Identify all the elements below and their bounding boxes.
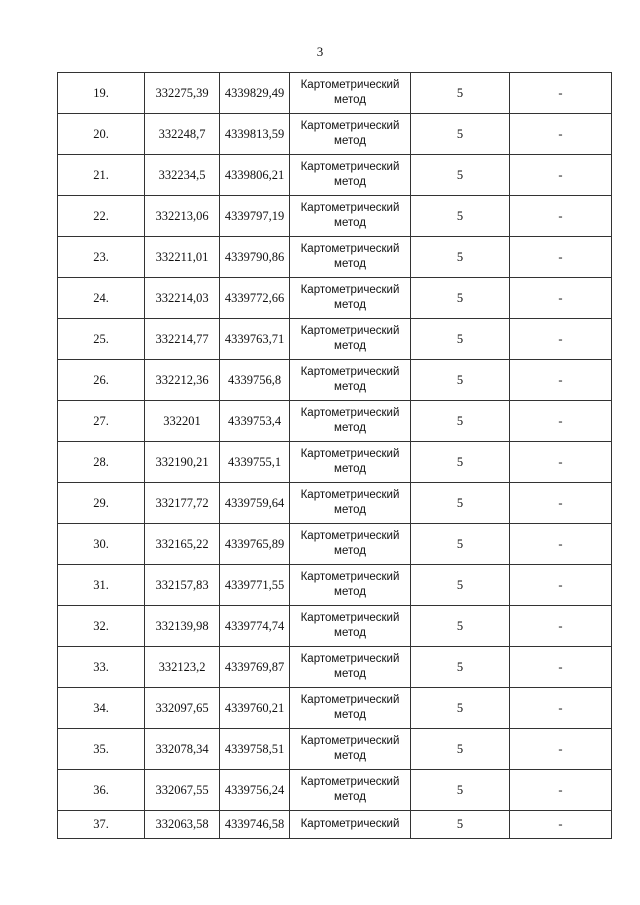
cell-x-coordinate: 332234,5 bbox=[145, 155, 220, 196]
coordinates-table-body bbox=[58, 73, 612, 839]
cell-x-coordinate: 332123,2 bbox=[145, 647, 220, 688]
cell-point-number: 30. bbox=[58, 524, 145, 565]
cell-method: Картометрический метод bbox=[290, 442, 411, 483]
cell-point-number: 32. bbox=[58, 606, 145, 647]
cell-point-number: 26. bbox=[58, 360, 145, 401]
cell-x-coordinate: 332063,58 bbox=[145, 811, 220, 839]
cell-point-number: 36. bbox=[58, 770, 145, 811]
cell-y-coordinate: 4339760,21 bbox=[220, 688, 290, 729]
cell-accuracy: 5 bbox=[411, 278, 510, 319]
cell-method: Картометрический метод bbox=[290, 73, 411, 114]
cell-point-number: 27. bbox=[58, 401, 145, 442]
cell-point-number: 35. bbox=[58, 729, 145, 770]
table-row bbox=[58, 360, 612, 401]
table-row bbox=[58, 483, 612, 524]
cell-y-coordinate: 4339746,58 bbox=[220, 811, 290, 839]
cell-note: - bbox=[510, 237, 612, 278]
table-row bbox=[58, 565, 612, 606]
cell-x-coordinate: 332067,55 bbox=[145, 770, 220, 811]
cell-note: - bbox=[510, 401, 612, 442]
cell-y-coordinate: 4339763,71 bbox=[220, 319, 290, 360]
table-row bbox=[58, 729, 612, 770]
cell-note: - bbox=[510, 442, 612, 483]
cell-accuracy: 5 bbox=[411, 524, 510, 565]
cell-note: - bbox=[510, 811, 612, 839]
cell-method: Картометрический метод bbox=[290, 770, 411, 811]
cell-y-coordinate: 4339759,64 bbox=[220, 483, 290, 524]
cell-y-coordinate: 4339755,1 bbox=[220, 442, 290, 483]
cell-accuracy: 5 bbox=[411, 606, 510, 647]
cell-note: - bbox=[510, 483, 612, 524]
cell-note: - bbox=[510, 688, 612, 729]
cell-point-number: 21. bbox=[58, 155, 145, 196]
cell-y-coordinate: 4339829,49 bbox=[220, 73, 290, 114]
cell-x-coordinate: 332157,83 bbox=[145, 565, 220, 606]
cell-y-coordinate: 4339765,89 bbox=[220, 524, 290, 565]
cell-x-coordinate: 332165,22 bbox=[145, 524, 220, 565]
cell-method: Картометрический метод bbox=[290, 565, 411, 606]
cell-point-number: 23. bbox=[58, 237, 145, 278]
cell-y-coordinate: 4339769,87 bbox=[220, 647, 290, 688]
cell-accuracy: 5 bbox=[411, 360, 510, 401]
cell-x-coordinate: 332078,34 bbox=[145, 729, 220, 770]
cell-x-coordinate: 332190,21 bbox=[145, 442, 220, 483]
cell-accuracy: 5 bbox=[411, 155, 510, 196]
cell-y-coordinate: 4339753,4 bbox=[220, 401, 290, 442]
cell-point-number: 19. bbox=[58, 73, 145, 114]
cell-note: - bbox=[510, 155, 612, 196]
cell-y-coordinate: 4339813,59 bbox=[220, 114, 290, 155]
cell-point-number: 29. bbox=[58, 483, 145, 524]
cell-y-coordinate: 4339771,55 bbox=[220, 565, 290, 606]
table-row bbox=[58, 319, 612, 360]
cell-accuracy: 5 bbox=[411, 729, 510, 770]
cell-note: - bbox=[510, 196, 612, 237]
cell-note: - bbox=[510, 606, 612, 647]
cell-y-coordinate: 4339774,74 bbox=[220, 606, 290, 647]
cell-note: - bbox=[510, 73, 612, 114]
cell-note: - bbox=[510, 729, 612, 770]
cell-method: Картометрический метод bbox=[290, 319, 411, 360]
cell-method: Картометрический метод bbox=[290, 647, 411, 688]
cell-accuracy: 5 bbox=[411, 811, 510, 839]
cell-note: - bbox=[510, 319, 612, 360]
cell-y-coordinate: 4339756,24 bbox=[220, 770, 290, 811]
table-row bbox=[58, 647, 612, 688]
cell-y-coordinate: 4339758,51 bbox=[220, 729, 290, 770]
cell-y-coordinate: 4339790,86 bbox=[220, 237, 290, 278]
cell-x-coordinate: 332212,36 bbox=[145, 360, 220, 401]
page-number: 3 bbox=[316, 44, 324, 59]
cell-method: Картометрический метод bbox=[290, 401, 411, 442]
cell-accuracy: 5 bbox=[411, 73, 510, 114]
cell-accuracy: 5 bbox=[411, 114, 510, 155]
cell-method: Картометрический bbox=[290, 811, 411, 839]
cell-accuracy: 5 bbox=[411, 196, 510, 237]
cell-accuracy: 5 bbox=[411, 565, 510, 606]
cell-accuracy: 5 bbox=[411, 237, 510, 278]
cell-note: - bbox=[510, 647, 612, 688]
cell-x-coordinate: 332211,01 bbox=[145, 237, 220, 278]
cell-method: Картометрический метод bbox=[290, 729, 411, 770]
cell-note: - bbox=[510, 278, 612, 319]
table-row bbox=[58, 155, 612, 196]
cell-x-coordinate: 332213,06 bbox=[145, 196, 220, 237]
cell-note: - bbox=[510, 770, 612, 811]
cell-y-coordinate: 4339772,66 bbox=[220, 278, 290, 319]
cell-accuracy: 5 bbox=[411, 647, 510, 688]
table-row bbox=[58, 73, 612, 114]
cell-method: Картометрический метод bbox=[290, 483, 411, 524]
cell-point-number: 24. bbox=[58, 278, 145, 319]
cell-accuracy: 5 bbox=[411, 442, 510, 483]
cell-method: Картометрический метод bbox=[290, 155, 411, 196]
coordinates-table bbox=[57, 72, 612, 839]
cell-method: Картометрический метод bbox=[290, 360, 411, 401]
table-row bbox=[58, 442, 612, 483]
cell-x-coordinate: 332201 bbox=[145, 401, 220, 442]
cell-x-coordinate: 332139,98 bbox=[145, 606, 220, 647]
cell-note: - bbox=[510, 565, 612, 606]
cell-point-number: 28. bbox=[58, 442, 145, 483]
cell-method: Картометрический метод bbox=[290, 196, 411, 237]
table-row bbox=[58, 278, 612, 319]
cell-point-number: 33. bbox=[58, 647, 145, 688]
cell-accuracy: 5 bbox=[411, 483, 510, 524]
cell-method: Картометрический метод bbox=[290, 114, 411, 155]
table-row bbox=[58, 770, 612, 811]
cell-note: - bbox=[510, 524, 612, 565]
table-row bbox=[58, 401, 612, 442]
cell-accuracy: 5 bbox=[411, 401, 510, 442]
cell-x-coordinate: 332275,39 bbox=[145, 73, 220, 114]
cell-y-coordinate: 4339797,19 bbox=[220, 196, 290, 237]
cell-point-number: 34. bbox=[58, 688, 145, 729]
cell-x-coordinate: 332248,7 bbox=[145, 114, 220, 155]
cell-point-number: 37. bbox=[58, 811, 145, 839]
cell-note: - bbox=[510, 360, 612, 401]
cell-accuracy: 5 bbox=[411, 770, 510, 811]
table-row bbox=[58, 811, 612, 839]
cell-y-coordinate: 4339806,21 bbox=[220, 155, 290, 196]
cell-note: - bbox=[510, 114, 612, 155]
cell-accuracy: 5 bbox=[411, 319, 510, 360]
table-row bbox=[58, 237, 612, 278]
cell-y-coordinate: 4339756,8 bbox=[220, 360, 290, 401]
table-row bbox=[58, 114, 612, 155]
cell-method: Картометрический метод bbox=[290, 688, 411, 729]
table-row bbox=[58, 688, 612, 729]
cell-method: Картометрический метод bbox=[290, 237, 411, 278]
cell-method: Картометрический метод bbox=[290, 278, 411, 319]
table-row bbox=[58, 196, 612, 237]
cell-point-number: 25. bbox=[58, 319, 145, 360]
cell-accuracy: 5 bbox=[411, 688, 510, 729]
cell-x-coordinate: 332214,77 bbox=[145, 319, 220, 360]
cell-method: Картометрический метод bbox=[290, 524, 411, 565]
table-row bbox=[58, 524, 612, 565]
cell-x-coordinate: 332177,72 bbox=[145, 483, 220, 524]
cell-point-number: 31. bbox=[58, 565, 145, 606]
cell-x-coordinate: 332097,65 bbox=[145, 688, 220, 729]
cell-x-coordinate: 332214,03 bbox=[145, 278, 220, 319]
cell-point-number: 22. bbox=[58, 196, 145, 237]
table-row bbox=[58, 606, 612, 647]
cell-point-number: 20. bbox=[58, 114, 145, 155]
cell-method: Картометрический метод bbox=[290, 606, 411, 647]
